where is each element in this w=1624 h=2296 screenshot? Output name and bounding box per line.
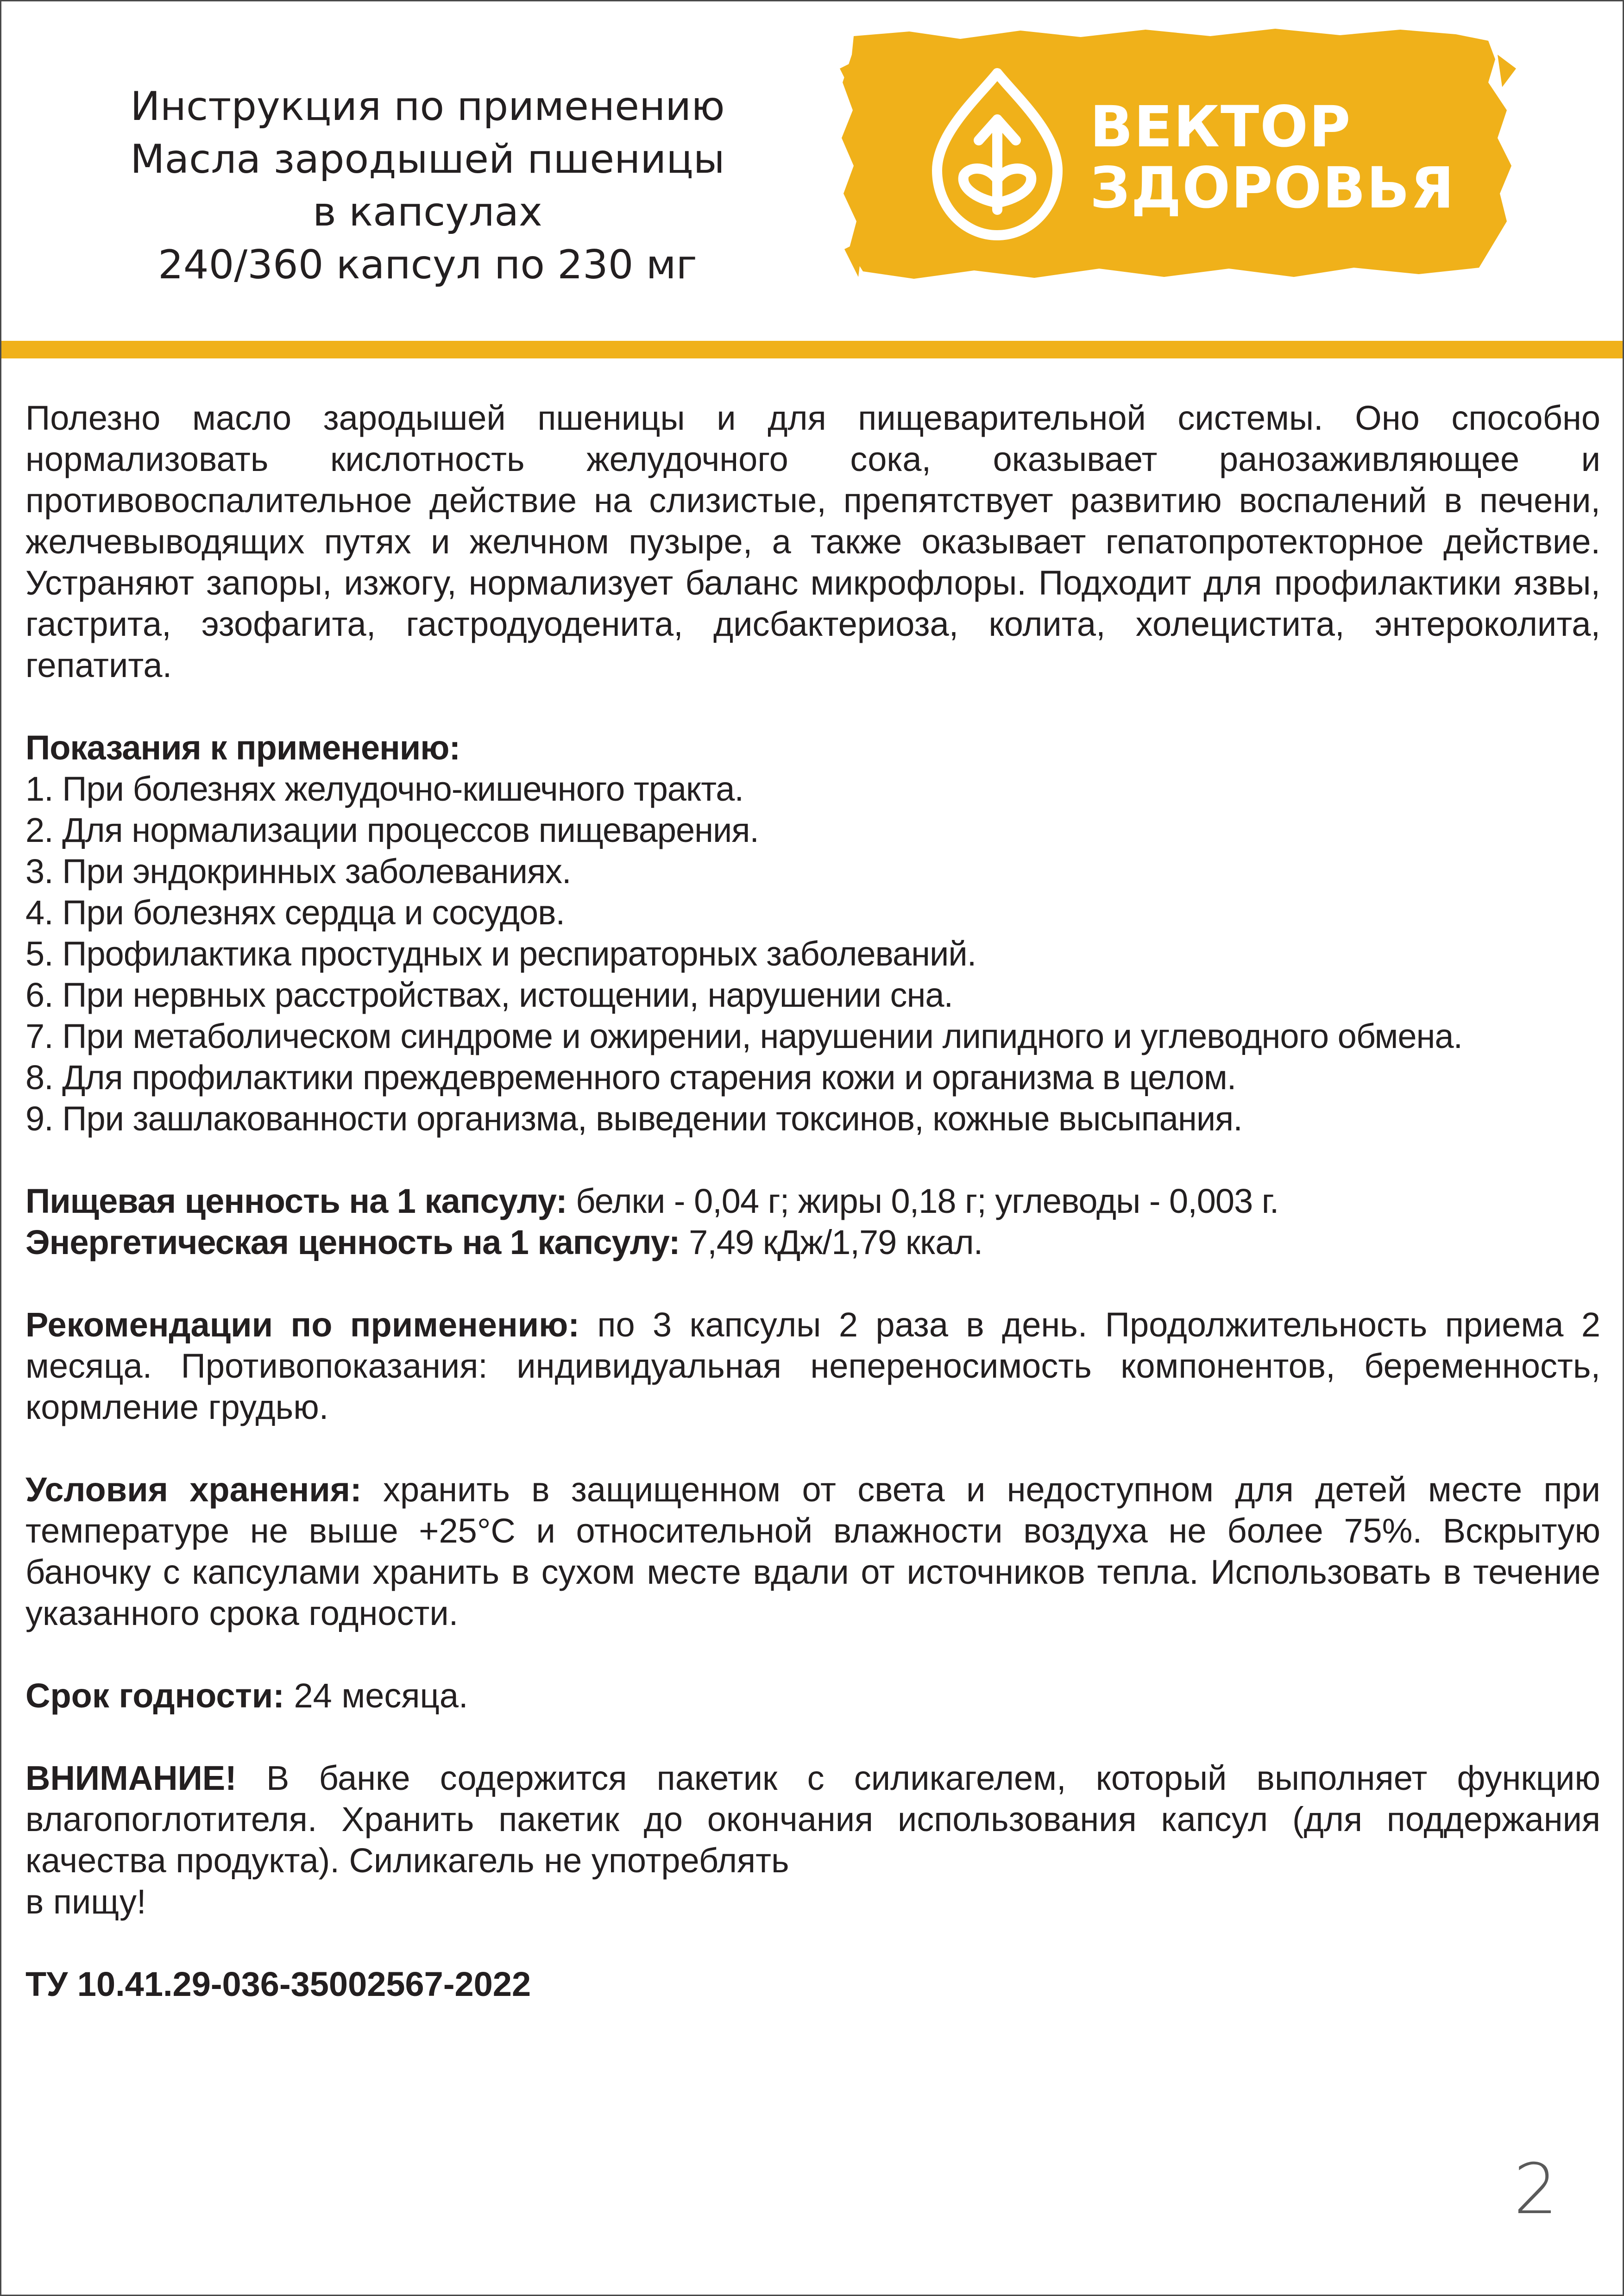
energy-value: 7,49 кДж/1,79 ккал. [680, 1223, 983, 1261]
warning-paragraph [25, 1757, 1600, 1922]
energy-line [25, 1222, 1600, 1263]
shelf-life-paragraph [25, 1675, 1600, 1716]
warning-value: В банке содержится пакетик с силикагелем, который выполняет функцию влагопоглотителя. Хранить пакетик до окончания использования капсул (для поддержания качества продукта). Силикагель не употреблять [25, 1759, 1600, 1880]
recommendations-paragraph [25, 1304, 1600, 1428]
storage-value: хранить в защищенном от света и недоступном для детей месте при температуре не выше +25°С и относительной влажности воздуха не более 75%. Вскрытую баночку с капсулами хранить в сухом месте вдали от источников тепла. Использовать в течение указанного срока годности. [25, 1470, 1600, 1632]
title-line-1: Инструкция по применению [130, 83, 725, 130]
indication-item: 7. При метаболическом синдроме и ожирении, нарушении липидного и углеводного обмена. [25, 1017, 1463, 1055]
indication-item: 8. Для профилактики преждевременного старения кожи и организма в целом. [25, 1058, 1236, 1097]
title-line-3: в капсулах [313, 189, 542, 235]
nutrition-label: Пищевая ценность на 1 капсулу: [25, 1182, 567, 1220]
page-number: 2 [1513, 2149, 1558, 2230]
warning-text [25, 1757, 1600, 1881]
indications-heading: Показания к применению: [25, 728, 460, 767]
indication-item: 1. При болезнях желудочно-кишечного тракта. [25, 770, 744, 808]
nutrition-section [25, 1180, 1600, 1263]
indication-item: 5. Профилактика простудных и респираторных заболеваний. [25, 935, 976, 973]
logo-wordmark [1090, 96, 1455, 219]
warning-tail: в пищу! [25, 1882, 146, 1921]
logo-line-1: ВЕКТОР [1090, 94, 1352, 160]
recommendations-label: Рекомендации по применению: [25, 1305, 579, 1344]
storage-paragraph [25, 1469, 1600, 1634]
title-line-4: 240/360 капсул по 230 мг [158, 242, 697, 288]
header-divider [1, 341, 1623, 358]
recommendations-value: по 3 капсулы 2 раза в день. Продолжительность приема 2 месяца. Противопоказания: индивидуальная непереносимость компонентов, беременность, кормление грудью. [25, 1305, 1600, 1426]
storage-label: Условия хранения: [25, 1470, 362, 1509]
indications-section [25, 727, 1600, 1139]
indication-item: 6. При нервных расстройствах, истощении, нарушении сна. [25, 976, 953, 1014]
tu-code: ТУ 10.41.29-036-35002567-2022 [25, 1965, 531, 2003]
page-title [80, 80, 775, 291]
nutrition-value: белки - 0,04 г; жиры 0,18 г; углеводы - 0,003 г. [567, 1182, 1279, 1220]
shelf-life-label: Срок годности: [25, 1676, 284, 1715]
energy-label: Энергетическая ценность на 1 капсулу: [25, 1223, 680, 1261]
indication-item: 4. При болезнях сердца и сосудов. [25, 893, 565, 932]
brand-logo [840, 27, 1516, 286]
intro-paragraph: Полезно масло зародышей пшеницы и для пищеварительной системы. Оно способно нормализовать кислотность желудочного сока, оказывает ранозаживляющее и противовоспалительное действие на слизистые, препятствует развитию воспалений в печени, желчевыводящих путях и желчном пузыре, а также оказывает гепатопротекторное действие. Устраняют запоры, изжогу, нормализует баланс микрофлоры. Подходит для профилактики язвы, гастрита, эзофагита, гастродуоденита, дисбактериоза, колита, холецистита, энтероколита, гепатита. [25, 399, 1600, 684]
nutrition-line [25, 1180, 1600, 1222]
title-line-2: Масла зародышей пшеницы [130, 136, 725, 182]
warning-label: ВНИМАНИЕ! [25, 1759, 237, 1797]
indication-item: 3. При эндокринных заболеваниях. [25, 852, 571, 891]
indication-item: 9. При зашлакованности организма, выведении токсинов, кожные высыпания. [25, 1099, 1242, 1138]
instruction-body [25, 397, 1600, 2046]
indication-item: 2. Для нормализации процессов пищеварения. [25, 811, 759, 849]
shelf-life-value: 24 месяца. [284, 1676, 468, 1715]
logo-line-2: ЗДОРОВЬЯ [1090, 155, 1455, 221]
